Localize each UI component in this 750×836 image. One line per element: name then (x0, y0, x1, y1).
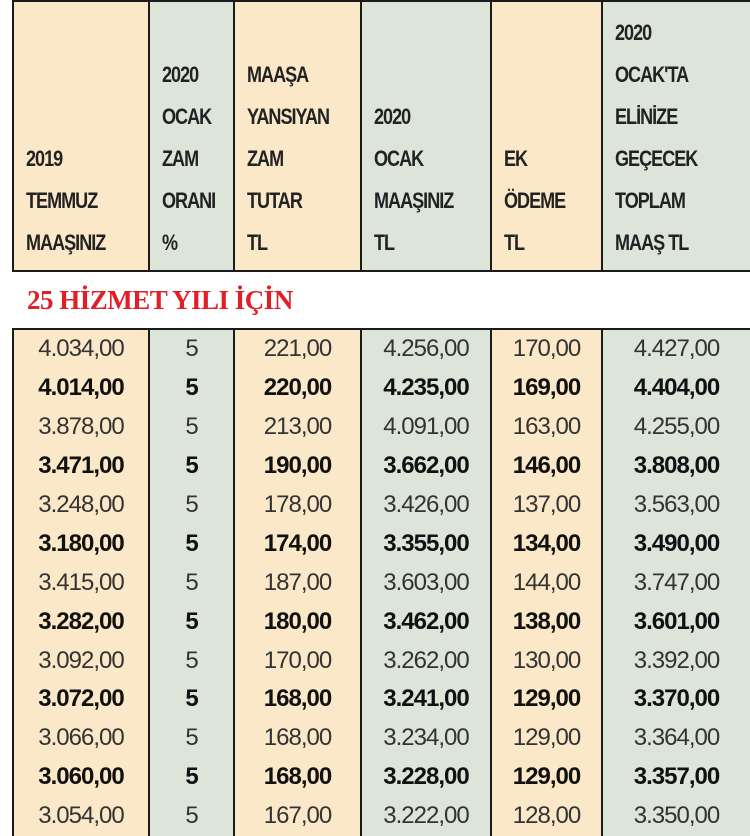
col-maasa-yansiyan-zam-tutar-cell: 168,00 (234, 680, 361, 719)
col-2020-ocak-zam-orani-cell: 5 (149, 408, 234, 447)
col-2020-ocakta-toplam-maas-cell: 3.747,00 (602, 563, 750, 602)
table-row (13, 447, 750, 486)
col-2019-temmuz-maasiniz-cell: 3.248,00 (13, 486, 149, 525)
col-2020-ocakta-toplam-maas-cell: 4.404,00 (602, 369, 750, 408)
section-header (13, 271, 750, 329)
col-2020-ocak-maasiniz-cell: 3.262,00 (361, 641, 491, 680)
section-label: 25 HİZMET YILI İÇİN (27, 284, 293, 315)
col-maasa-yansiyan-zam-tutar-cell: 168,00 (234, 719, 361, 758)
header-line: TL (374, 230, 395, 255)
col-2020-ocakta-toplam-maas-cell: 3.563,00 (602, 486, 750, 525)
col-2020-ocak-zam-orani-cell: 5 (149, 758, 234, 797)
header-line: MAAŞA (247, 62, 309, 87)
col-2020-ocakta-toplam-maas-cell: 4.427,00 (602, 329, 750, 369)
header-line: TOPLAM (615, 188, 685, 213)
salary-table (12, 0, 750, 836)
col-maasa-yansiyan-zam-tutar-cell: 178,00 (234, 486, 361, 525)
table-header (13, 1, 750, 271)
header-line: 2019 (26, 146, 63, 171)
col-2020-ocak-maasiniz-cell: 4.256,00 (361, 329, 491, 369)
col-ek-odeme-cell: 163,00 (491, 408, 602, 447)
col-2020-ocak-zam-orani-cell: 5 (149, 641, 234, 680)
table-body (13, 329, 750, 836)
table-row (13, 719, 750, 758)
col-ek-odeme-cell: 129,00 (491, 680, 602, 719)
col-2019-temmuz-maasiniz-cell: 3.471,00 (13, 447, 149, 486)
col-2019-temmuz-maasiniz-cell: 3.054,00 (13, 797, 149, 836)
header-line: MAAŞINIZ (374, 188, 454, 213)
table-row (13, 680, 750, 719)
col-2020-ocak-maasiniz-cell: 4.235,00 (361, 369, 491, 408)
col-2019-temmuz-maasiniz-cell: 3.878,00 (13, 408, 149, 447)
col-2020-ocak-zam-orani-cell: 5 (149, 329, 234, 369)
table-row (13, 524, 750, 563)
col-2019-temmuz-maasiniz-cell: 3.072,00 (13, 680, 149, 719)
header-line: ELİNİZE (615, 104, 678, 129)
col-2020-ocak-zam-orani-cell: 5 (149, 602, 234, 641)
col-2019-temmuz-maasiniz-cell: 3.092,00 (13, 641, 149, 680)
col-2019-temmuz-maasiniz-cell: 3.282,00 (13, 602, 149, 641)
col-2020-ocak-maasiniz-cell: 3.234,00 (361, 719, 491, 758)
col-ek-odeme-cell: 169,00 (491, 369, 602, 408)
table-row (13, 369, 750, 408)
header-line: 2020 (615, 20, 652, 45)
col-ek-odeme-cell: 128,00 (491, 797, 602, 836)
header-line: ÖDEME (504, 188, 566, 213)
col-2020-ocak-maasiniz-header (361, 1, 491, 271)
col-ek-odeme-cell: 144,00 (491, 563, 602, 602)
table-row (13, 486, 750, 525)
col-2020-ocak-zam-orani-cell: 5 (149, 369, 234, 408)
col-maasa-yansiyan-zam-tutar-cell: 221,00 (234, 329, 361, 369)
col-2020-ocakta-toplam-maas-cell: 3.392,00 (602, 641, 750, 680)
col-ek-odeme-cell: 170,00 (491, 329, 602, 369)
col-2020-ocak-maasiniz-cell: 3.228,00 (361, 758, 491, 797)
col-maasa-yansiyan-zam-tutar-cell: 190,00 (234, 447, 361, 486)
section-row (13, 271, 750, 329)
col-2020-ocak-maasiniz-cell: 3.355,00 (361, 524, 491, 563)
col-ek-odeme-header (491, 1, 602, 271)
col-2020-ocak-maasiniz-cell: 3.222,00 (361, 797, 491, 836)
header-line: EK (504, 146, 528, 171)
col-2020-ocak-zam-orani-cell: 5 (149, 524, 234, 563)
col-maasa-yansiyan-zam-tutar-cell: 174,00 (234, 524, 361, 563)
col-maasa-yansiyan-zam-tutar-cell: 170,00 (234, 641, 361, 680)
header-line: MAAŞ TL (615, 230, 689, 255)
col-2020-ocakta-toplam-maas-cell: 3.808,00 (602, 447, 750, 486)
col-2019-temmuz-maasiniz-header (13, 1, 149, 271)
col-2020-ocak-maasiniz-cell: 3.662,00 (361, 447, 491, 486)
col-2020-ocakta-toplam-maas-cell: 3.601,00 (602, 602, 750, 641)
col-ek-odeme-cell: 129,00 (491, 719, 602, 758)
col-2019-temmuz-maasiniz-cell: 3.180,00 (13, 524, 149, 563)
table-row (13, 797, 750, 836)
header-line: TL (247, 230, 268, 255)
col-2019-temmuz-maasiniz-cell: 4.014,00 (13, 369, 149, 408)
col-2019-temmuz-maasiniz-cell: 3.415,00 (13, 563, 149, 602)
table-row (13, 329, 750, 369)
header-line: TL (504, 230, 525, 255)
col-2020-ocakta-toplam-maas-cell: 4.255,00 (602, 408, 750, 447)
col-2020-ocak-maasiniz-cell: 3.426,00 (361, 486, 491, 525)
col-ek-odeme-cell: 146,00 (491, 447, 602, 486)
header-line: YANSIYAN (247, 104, 330, 129)
col-2020-ocakta-toplam-maas-header (602, 1, 750, 271)
col-2019-temmuz-maasiniz-cell: 4.034,00 (13, 329, 149, 369)
col-ek-odeme-cell: 130,00 (491, 641, 602, 680)
header-line: OCAK'TA (615, 62, 689, 87)
col-2020-ocak-maasiniz-cell: 3.603,00 (361, 563, 491, 602)
col-2020-ocakta-toplam-maas-cell: 3.364,00 (602, 719, 750, 758)
header-line: OCAK (374, 146, 424, 171)
col-2020-ocak-zam-orani-cell: 5 (149, 486, 234, 525)
col-maasa-yansiyan-zam-tutar-cell: 213,00 (234, 408, 361, 447)
header-line: ORANI (162, 188, 216, 213)
header-line: 2020 (162, 62, 199, 87)
col-2019-temmuz-maasiniz-cell: 3.066,00 (13, 719, 149, 758)
header-line: ZAM (247, 146, 284, 171)
col-2020-ocakta-toplam-maas-cell: 3.370,00 (602, 680, 750, 719)
header-line: MAAŞINIZ (26, 230, 106, 255)
col-2020-ocak-maasiniz-cell: 4.091,00 (361, 408, 491, 447)
header-line: TEMMUZ (26, 188, 98, 213)
col-2020-ocak-maasiniz-cell: 3.462,00 (361, 602, 491, 641)
col-ek-odeme-cell: 138,00 (491, 602, 602, 641)
table-row (13, 408, 750, 447)
header-line: OCAK (162, 104, 212, 129)
col-maasa-yansiyan-zam-tutar-cell: 167,00 (234, 797, 361, 836)
col-2020-ocak-zam-orani-cell: 5 (149, 447, 234, 486)
header-line: TUTAR (247, 188, 302, 213)
col-maasa-yansiyan-zam-tutar-cell: 168,00 (234, 758, 361, 797)
col-2020-ocak-maasiniz-cell: 3.241,00 (361, 680, 491, 719)
col-2020-ocak-zam-orani-cell: 5 (149, 719, 234, 758)
col-ek-odeme-cell: 134,00 (491, 524, 602, 563)
header-line: % (162, 230, 178, 255)
col-2020-ocakta-toplam-maas-cell: 3.350,00 (602, 797, 750, 836)
col-maasa-yansiyan-zam-tutar-cell: 187,00 (234, 563, 361, 602)
col-maasa-yansiyan-zam-tutar-cell: 180,00 (234, 602, 361, 641)
col-2020-ocakta-toplam-maas-cell: 3.357,00 (602, 758, 750, 797)
col-maasa-yansiyan-zam-tutar-cell: 220,00 (234, 369, 361, 408)
table-row (13, 758, 750, 797)
table-row (13, 563, 750, 602)
col-2019-temmuz-maasiniz-cell: 3.060,00 (13, 758, 149, 797)
table-row (13, 641, 750, 680)
col-ek-odeme-cell: 129,00 (491, 758, 602, 797)
col-maasa-yansiyan-zam-tutar-header (234, 1, 361, 271)
header-line: 2020 (374, 104, 411, 129)
col-2020-ocakta-toplam-maas-cell: 3.490,00 (602, 524, 750, 563)
col-ek-odeme-cell: 137,00 (491, 486, 602, 525)
header-line: GEÇECEK (615, 146, 698, 171)
header-line: ZAM (162, 146, 199, 171)
col-2020-ocak-zam-orani-header (149, 1, 234, 271)
table-row (13, 602, 750, 641)
col-2020-ocak-zam-orani-cell: 5 (149, 563, 234, 602)
col-2020-ocak-zam-orani-cell: 5 (149, 680, 234, 719)
col-2020-ocak-zam-orani-cell: 5 (149, 797, 234, 836)
